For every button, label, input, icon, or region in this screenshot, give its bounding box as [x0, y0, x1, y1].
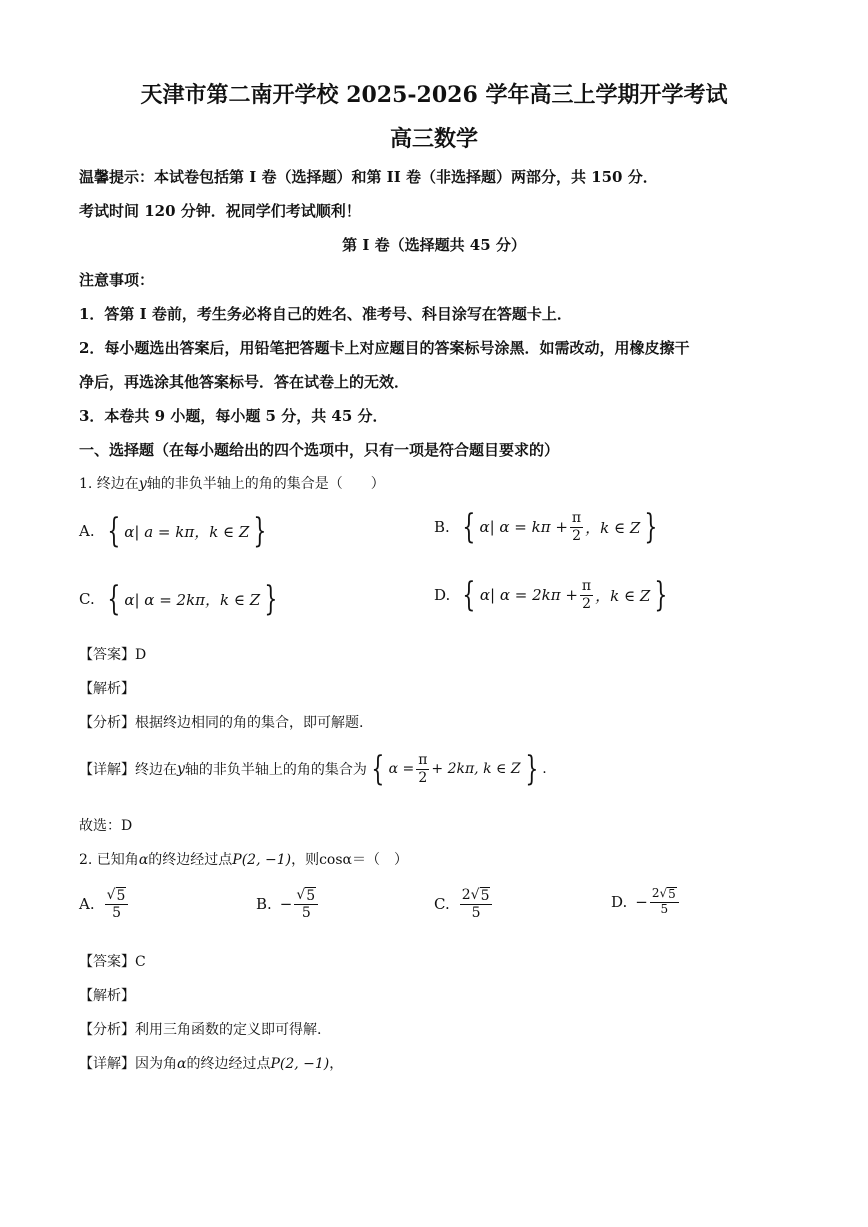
q1-option-d: D. { α| α = 2kπ + $\frac{\pi}{2}$ ，k ∈ Z } — [434, 575, 668, 615]
note-2a: 2．每小题选出答案后，用铅笔把答题卡上对应题目的答案标号涂黑．如需改动，用橡皮擦干 — [79, 339, 690, 357]
note-2b: 净后，再选涂其他答案标号．答在试卷上的无效． — [79, 373, 410, 391]
q1-detail: 【详解】终边在 y 轴的非负半轴上的角的集合为 { α = $\frac{\pi}{2}$ + 2kπ, k ∈ Z } . — [79, 749, 547, 789]
notes-title: 注意事项： — [79, 271, 155, 289]
section-heading: 一、选择题（在每小题给出的四个选项中，只有一项是符合题目要求的） — [79, 441, 560, 459]
q2-option-d: D. − 2√ 5 5 — [611, 887, 681, 917]
note-3: 3．本卷共 9 小题，每小题 5 分，共 45 分． — [79, 407, 388, 425]
q2-option-a: A. √ 5 5 — [79, 887, 130, 921]
q2-fenxi: 【分析】利用三角函数的定义即可得解. — [79, 1022, 322, 1038]
q2-detail: 【详解】因为角α的终边经过点P(2, −1)， — [79, 1056, 344, 1072]
q1-choose: 故选：D — [79, 818, 133, 834]
q2-stem: 2. 已知角α的终边经过点P(2, −1)，则cosα＝（ ） — [79, 852, 408, 868]
q1-answer: 【答案】D — [79, 647, 147, 663]
q2-option-c: C. 2√ 5 5 — [434, 887, 494, 921]
q1-fenxi: 【分析】根据终边相同的角的集合，即可解题. — [79, 715, 364, 731]
q2-analysis: 【解析】 — [79, 988, 135, 1004]
q1-option-c: C. { α| α = 2kπ，k ∈ Z } — [79, 579, 278, 619]
tips-line-2: 考试时间 120 分钟．祝同学们考试顺利！ — [79, 202, 361, 220]
part1-heading: 第 I 卷（选择题共 45 分） — [342, 236, 526, 254]
exam-subtitle: 高三数学 — [389, 126, 478, 152]
q2-answer: 【答案】C — [79, 954, 146, 970]
q2-option-b: B. − √ 5 5 — [256, 887, 320, 921]
note-1: 1．答第 I 卷前，考生务必将自己的姓名、准考号、科目涂写在答题卡上． — [79, 305, 572, 323]
q1-analysis: 【解析】 — [79, 681, 135, 697]
q1-option-a: A. { α| a = kπ，k ∈ Z } — [79, 511, 267, 551]
tips-line-1: 温馨提示：本试卷包括第 I 卷（选择题）和第 II 卷（非选择题）两部分，共 150 分． — [79, 168, 658, 186]
q1-stem: 1. 终边在y轴的非负半轴上的角的集合是（ ） — [79, 476, 385, 492]
q1-option-b: B. { α| α = kπ + $\frac{\pi}{2}$ ，k ∈ Z } — [434, 507, 658, 547]
exam-title: 天津市第二南开学校 2025-2026 学年高三上学期开学考试 — [140, 82, 728, 108]
